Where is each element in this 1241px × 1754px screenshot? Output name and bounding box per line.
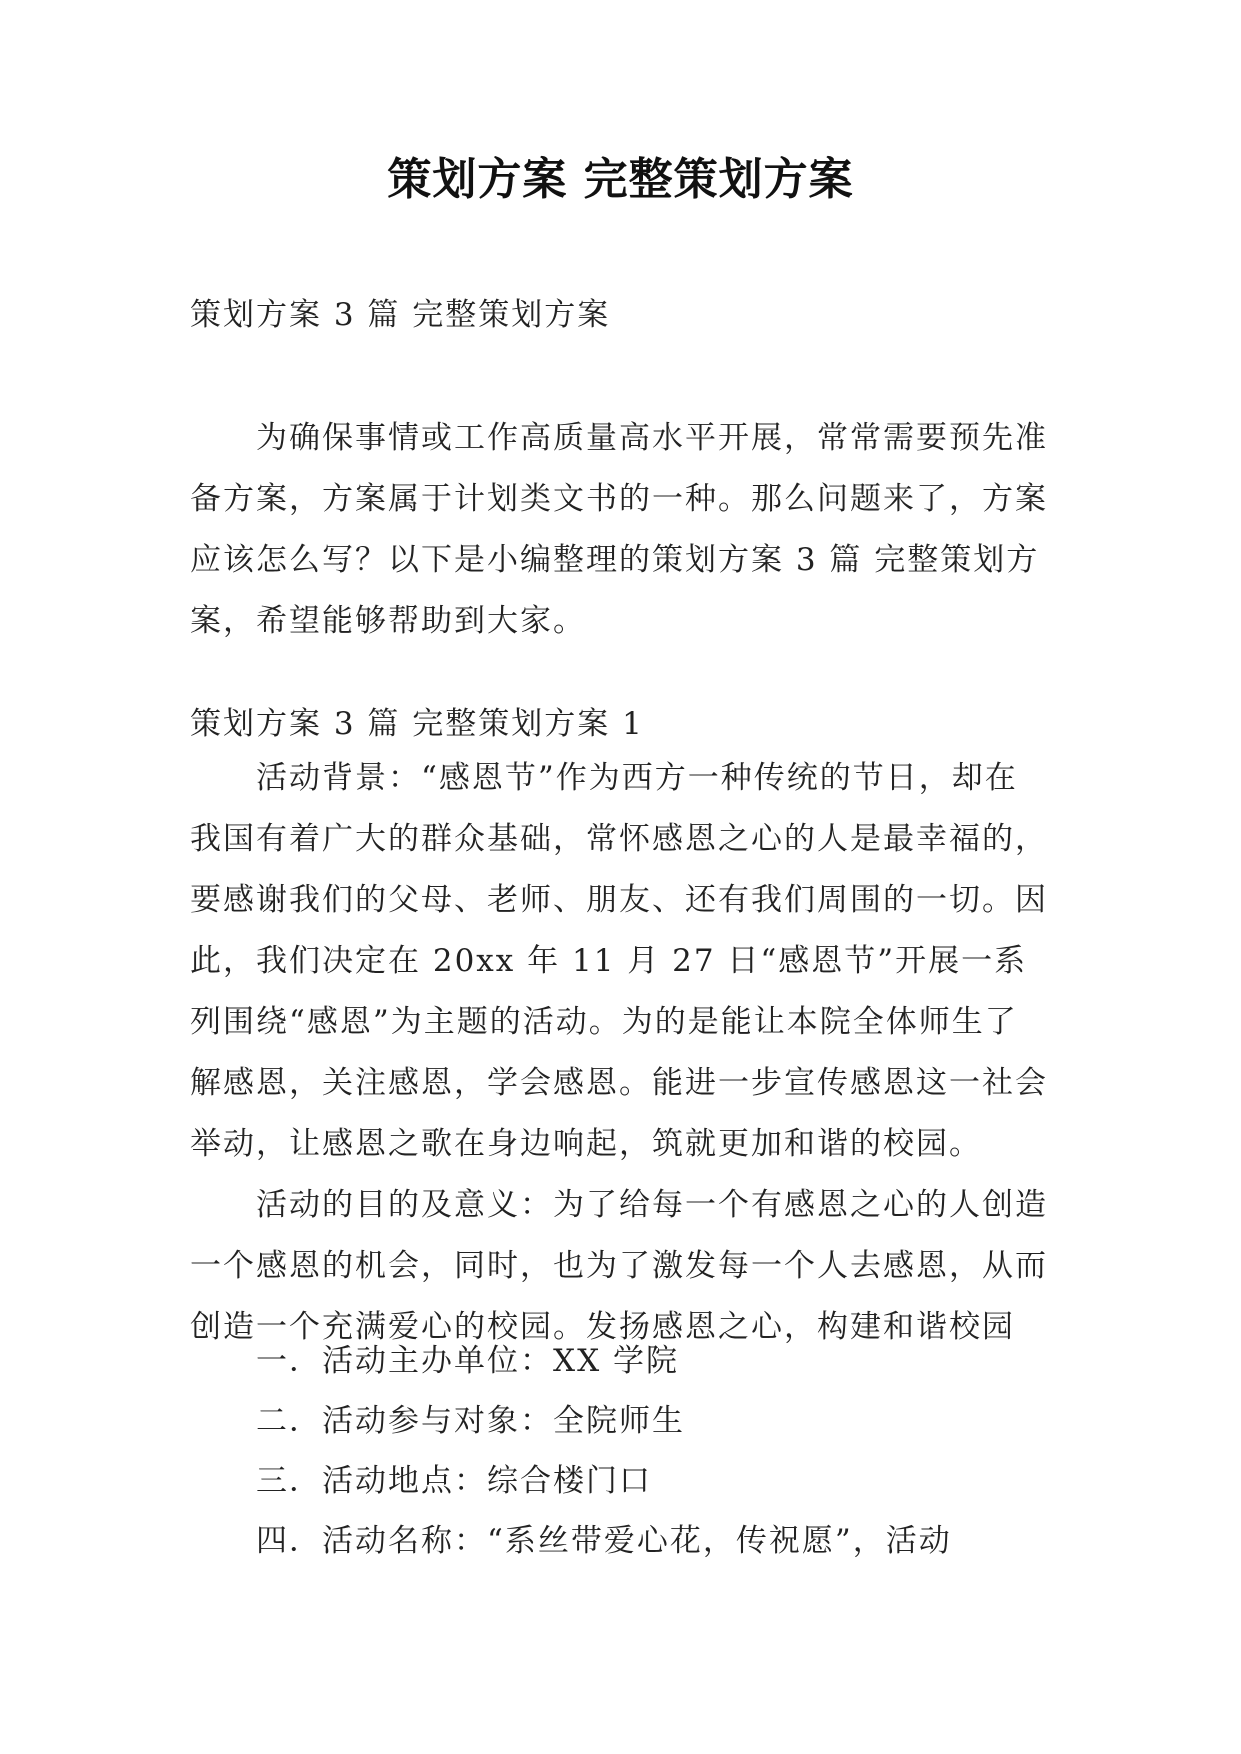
list-item-participants: 二．活动参与对象：全院师生 [256, 1403, 685, 1439]
section-heading: 策划方案 3 篇 完整策划方案 1 [190, 706, 644, 742]
list-item-location: 三．活动地点：综合楼门口 [256, 1463, 652, 1499]
list-item-organizer: 一．活动主办单位：XX 学院 [256, 1343, 679, 1379]
document-title: 策划方案 完整策划方案 [387, 154, 854, 205]
intro-paragraph: 为确保事情或工作高质量高水平开展，常常需要预先准备方案，方案属于计划类文书的一种。那么问题来了，方案应该怎么写？以下是小编整理的策划方案 3 篇 完整策划方案，希望能够帮助到大家。 [190, 420, 1048, 639]
document-subtitle: 策划方案 3 篇 完整策划方案 [190, 297, 611, 333]
list-item-activity-name: 四．活动名称：“系丝带爱心花，传祝愿”，活动 [256, 1523, 952, 1559]
purpose-paragraph: 活动的目的及意义：为了给每一个有感恩之心的人创造一个感恩的机会，同时，也为了激发每一个人去感恩，从而创造一个充满爱心的校园。发扬感恩之心，构建和谐校园 [190, 1187, 1048, 1345]
background-paragraph: 活动背景：“感恩节”作为西方一种传统的节日，却在我国有着广大的群众基础，常怀感恩之心的人是最幸福的，要感谢我们的父母、老师、朋友、还有我们周围的一切。因此，我们决定在 20xx 年 11 月 27 日“感恩节”开展一系列围绕“感恩”为主题的活动。为的是能让本院全体师生了解感恩，关注感恩，学会感恩。能进一步宣传感恩这一社会举动，让感恩之歌在身边响起，筑就更加和谐的校园。 [190, 760, 1048, 1162]
